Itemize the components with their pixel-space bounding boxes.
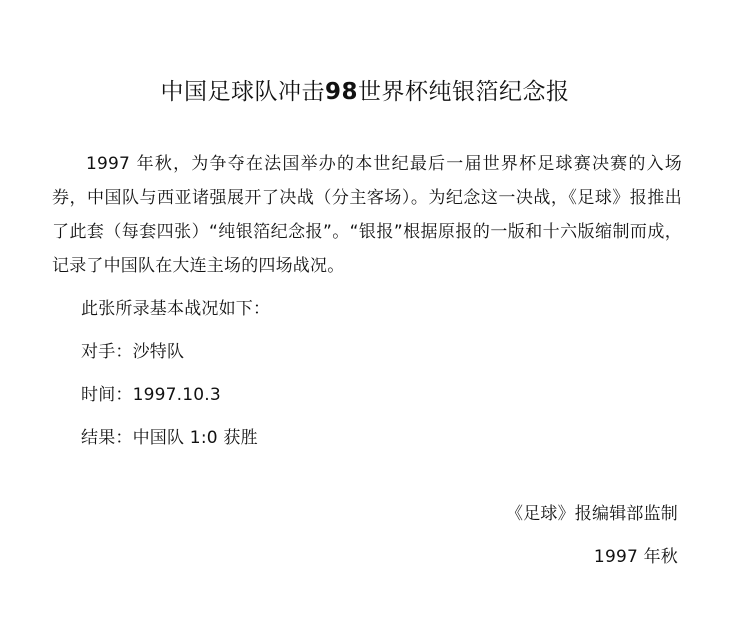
date-line: 1997 年秋 (593, 547, 678, 567)
document-title (0, 75, 730, 109)
signature-line: 《足球》报编辑部监制 (506, 504, 678, 524)
title-suffix: 世界杯纯银箔纪念报 (358, 79, 570, 106)
opponent-line: 对手：沙特队 (81, 342, 185, 362)
result-line: 结果：中国队 1:0 获胜 (81, 428, 258, 448)
summary-intro: 此张所录基本战况如下： (81, 299, 271, 319)
title-prefix: 中国足球队冲击 (160, 79, 325, 106)
title-number: 98 (324, 79, 358, 106)
time-line: 时间：1997.10.3 (81, 385, 221, 405)
intro-paragraph: 1997 年秋，为争夺在法国举办的本世纪最后一届世界杯足球赛决赛的入场券，中国队与西亚诸强展开了决战（分主客场）。为纪念这一决战，《足球》报推出了此套（每套四张）“纯银箔纪念报”。“银报”根据原报的一版和十六版缩制而成，记录了中国队在大连主场的四场战况。 (52, 154, 682, 276)
document-body (52, 147, 682, 464)
